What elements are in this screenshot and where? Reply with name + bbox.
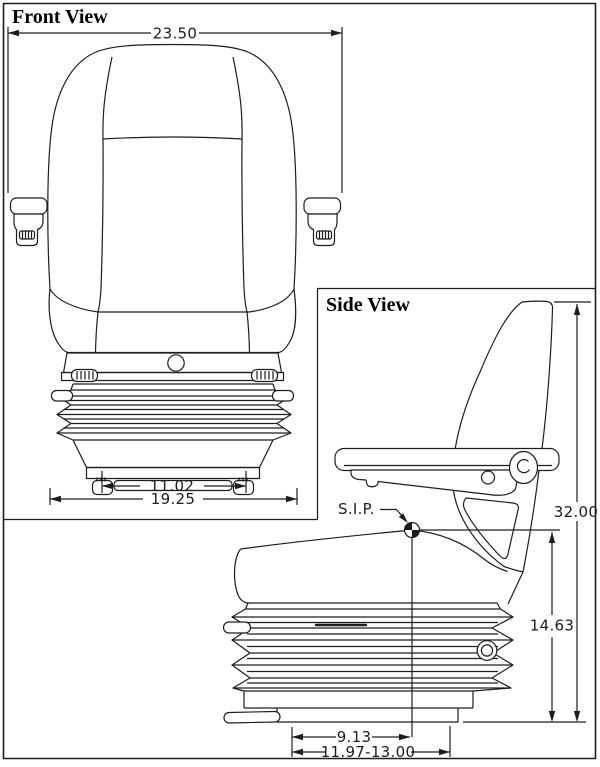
dim-overall-width-extensions [8,24,342,193]
dim-outer-base-value: 19.25 [150,490,196,508]
bellows-tab-right [273,391,294,402]
cushion-outline [49,289,296,353]
arrow-left-icon [8,30,19,36]
backrest-inner-seam-right [233,57,250,352]
suspension-top [62,353,284,382]
front-view-label: Front View [12,6,108,28]
sip-marker-quadrant [412,530,420,538]
base-side-tier1 [244,691,473,708]
dim-outer-base-width [50,488,297,508]
arrow-left-icon [292,749,303,755]
side-cushion-front [234,549,248,603]
adjuster-knob-left [72,370,98,382]
bellows-side [224,603,514,708]
arrow-left-icon [50,496,61,502]
dim-overall-width-value: 23.50 [152,24,198,43]
arrow-up-icon [574,304,580,315]
sip-marker-group [338,500,420,737]
dim-overall-height [554,302,598,722]
side-cushion-top [241,530,508,572]
arrow-down-icon [574,711,580,722]
arrow-right-icon [286,496,297,502]
backrest-outline [48,45,296,290]
bellows-side-left-edge [232,603,250,708]
sip-marker-quadrant [405,523,413,531]
dim-overall-height-value: 32.00 [553,503,599,521]
base-skirt [73,440,273,468]
armrest-right-knob [317,231,332,239]
arrow-right-icon [439,749,450,755]
armrest-left [11,198,48,246]
front-view [8,6,342,508]
sip-label: S.I.P. [338,500,375,518]
adjuster-knob-right [252,370,278,382]
suspension-lever [224,622,251,633]
air-valve-knob [477,641,497,661]
suspension-center-bolt [168,355,184,371]
armrest-left-knob [20,231,35,239]
arrow-right-icon [399,734,410,740]
bellows-side-pleat-lines [232,603,513,688]
armrest-left-pad [11,198,48,214]
dim-inner-base-value: 11.02 [149,477,195,495]
sip-leader-line [380,510,402,517]
dim-sip-height-value: 14.63 [529,616,575,635]
dim-mount-range-value: 11.97-13.00 [320,743,416,761]
arrow-right-icon [331,30,342,36]
recline-pivot-disc [510,452,538,484]
side-view-label: Side View [326,294,410,316]
base-side-plate [277,708,458,722]
dim-sip-setback-value: 9.13 [336,728,372,746]
backrest-inner-seam-left [96,57,113,352]
armrest-bracket-bolt [482,471,495,484]
arrow-up-icon [549,532,555,543]
release-handle [224,711,280,723]
base-side [224,691,473,723]
backrest-cushion-seam [50,289,294,312]
bellows-front-pleat-lines [57,384,291,440]
armrest-right-bracket [308,214,337,246]
armrest-right [304,198,341,246]
bellows-front [52,384,294,440]
dim-overall-width [8,25,342,194]
arrow-left-icon [292,734,303,740]
armrest-right-pad [304,198,341,214]
armrest-side [335,449,559,496]
headrest-seam [103,137,242,139]
arrow-down-icon [549,711,555,722]
armrest-left-bracket [14,214,43,246]
bellows-tab-left [52,391,73,402]
